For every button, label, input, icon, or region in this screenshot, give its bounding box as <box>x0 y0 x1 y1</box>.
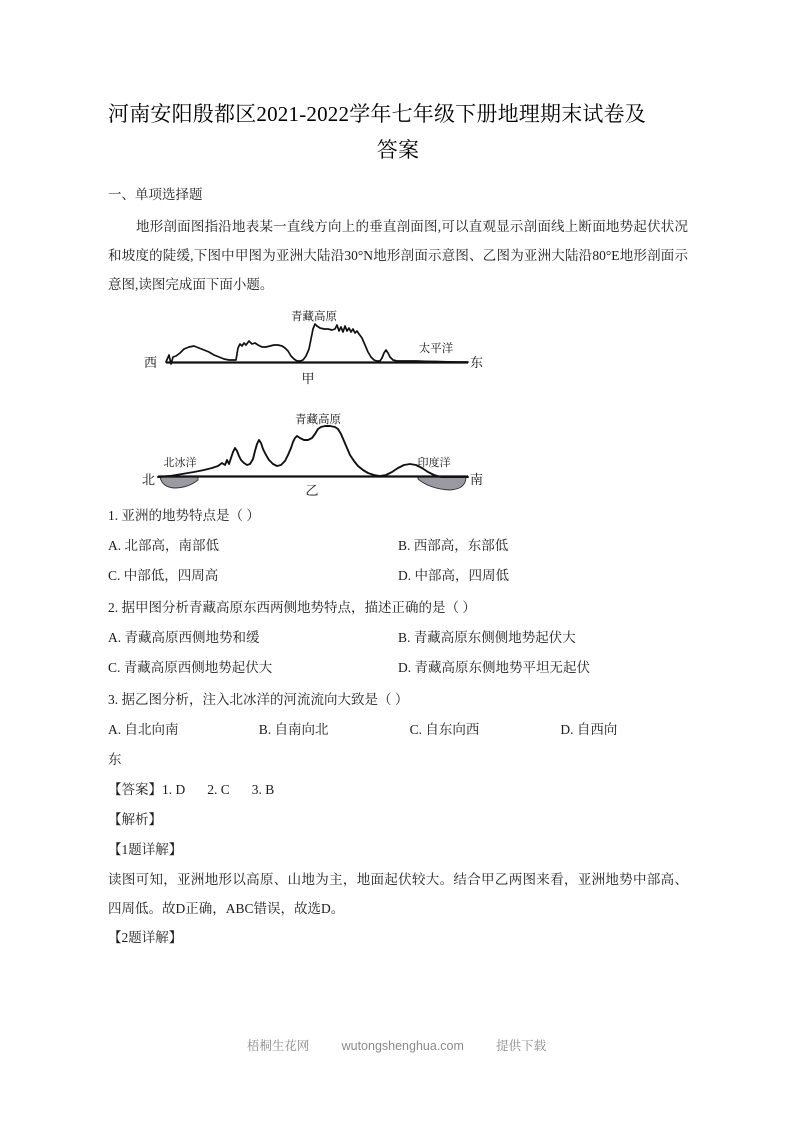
question-1-option-d[interactable] <box>398 561 688 591</box>
answer-1-value: D <box>175 782 186 797</box>
option-text: 自南向北 <box>274 722 329 737</box>
question-3-text: 据乙图分析，注入北冰洋的河流流向大致是（ ） <box>121 692 409 707</box>
figure-yi-arctic-basin <box>160 477 198 488</box>
option-text: 青藏高原西侧地势起伏大 <box>123 660 273 675</box>
section-header: 一、单项选择题 <box>108 187 203 202</box>
footer-watermark <box>0 1036 793 1054</box>
figure-jia-caption: 甲 <box>301 372 315 387</box>
question-3-option-b[interactable] <box>259 715 410 745</box>
footer-url: wutongshenghua.com <box>341 1039 464 1053</box>
question-3-stem <box>108 685 688 715</box>
answer-1-number: 1. <box>162 782 173 797</box>
figure-jia-peak-label: 青藏高原 <box>291 309 337 323</box>
title-line-1: 河南安阳殷都区2021-2022学年七年级下册地理期末试卷及 <box>108 102 646 126</box>
option-key: A. <box>108 538 122 553</box>
question-1-option-a[interactable] <box>108 531 398 561</box>
question-2-stem <box>108 593 688 623</box>
option-key: D. <box>398 660 412 675</box>
footer-site-name: 梧桐生花网 <box>246 1039 310 1053</box>
option-key: D. <box>398 568 412 583</box>
option-key: D. <box>560 722 574 737</box>
option-key: A. <box>108 722 122 737</box>
intro-paragraph: 地形剖面图指沿地表某一直线方向上的垂直剖面图,可以直观显示剖面线上断面地势起伏状况和坡度的陡缓,下图中甲图为亚洲大陆沿30°N地形剖面示意图、乙图为亚洲大陆沿80°E地形剖面示意图,读图完成面下面小题。 <box>108 219 688 292</box>
page-title <box>108 96 688 168</box>
question-2-options-row-1 <box>108 623 688 653</box>
option-text: 北部高，南部低 <box>124 538 219 553</box>
footer-action: 提供下载 <box>496 1039 547 1053</box>
option-text: 中部低，四周高 <box>123 568 219 583</box>
option-key: C. <box>108 568 121 583</box>
answer-3-value: B <box>265 782 275 797</box>
option-key: B. <box>398 538 411 553</box>
answer-2-number: 2. <box>207 782 218 797</box>
option-text: 自西向 <box>576 722 618 737</box>
question-2-option-b[interactable] <box>398 623 688 653</box>
question-1-text: 亚洲的地势特点是（ ） <box>121 508 260 523</box>
figure-jia <box>136 307 496 389</box>
question-2-options-row-2 <box>108 653 688 683</box>
option-text: 青藏高原东侧地势平坦无起伏 <box>414 660 590 675</box>
terrain-profile-yi-svg <box>136 403 496 499</box>
option-text: 自东向西 <box>425 722 480 737</box>
question-3-option-d[interactable] <box>560 715 688 745</box>
option-key: B. <box>258 722 272 737</box>
figure-yi-caption: 乙 <box>305 484 319 499</box>
figure-jia-right-label: 东 <box>470 356 484 371</box>
title-line-2: 答案 <box>376 138 420 162</box>
answer-3-number: 3. <box>251 782 262 797</box>
figure-yi-block <box>108 403 688 499</box>
question-1-options-row-1 <box>108 531 688 561</box>
option-key: B. <box>398 630 411 645</box>
question-1-option-b[interactable] <box>398 531 688 561</box>
figure-yi-right-label: 南 <box>470 473 484 488</box>
page-content <box>108 0 688 953</box>
option-text: 青藏高原东侧侧地势起伏大 <box>413 630 576 645</box>
analysis-entry-2-heading: 【2题详解】 <box>108 930 183 945</box>
question-2-number: 2. <box>108 600 119 615</box>
option-text: 中部高，四周低 <box>414 568 509 583</box>
figure-yi-left-label: 北 <box>142 473 156 488</box>
question-2-option-c[interactable] <box>108 653 398 683</box>
option-key: C. <box>409 722 422 737</box>
question-1-stem <box>108 501 688 531</box>
analysis-entry-1-body: 读图可知，亚洲地形以高原、山地为主，地面起伏较大。结合甲乙两图来看，亚洲地势中部高、四周低。故D正确，ABC错误，故选D。 <box>108 872 688 916</box>
option-text: 自北向南 <box>124 722 179 737</box>
terrain-profile-jia-svg <box>136 307 496 389</box>
option-key: C. <box>108 660 121 675</box>
question-2-option-d[interactable] <box>398 653 688 683</box>
question-1-option-c[interactable] <box>108 561 398 591</box>
figure-yi-terrain-curve <box>158 426 468 477</box>
question-3-options-row <box>108 715 688 745</box>
figure-jia-block <box>108 307 688 389</box>
figure-yi-left-ocean-label: 北冰洋 <box>163 456 197 469</box>
question-3-number: 3. <box>108 692 119 707</box>
figure-yi-right-ocean-label: 印度洋 <box>417 456 451 469</box>
question-1-number: 1. <box>108 508 119 523</box>
option-key: A. <box>108 630 122 645</box>
question-3-option-c[interactable] <box>410 715 561 745</box>
figure-yi-indian-basin <box>418 477 466 490</box>
answer-label: 【答案】 <box>108 782 162 797</box>
question-3-option-a[interactable] <box>108 715 259 745</box>
option-text: 青藏高原西侧地势和缓 <box>124 630 260 645</box>
figure-jia-ocean-label: 太平洋 <box>418 341 454 355</box>
analysis-label: 【解析】 <box>108 812 162 827</box>
question-1-options-row-2 <box>108 561 688 591</box>
question-3-option-d-wrap: 东 <box>108 752 122 767</box>
analysis-entry-1-heading: 【1题详解】 <box>108 842 183 857</box>
option-text: 西部高，东部低 <box>413 538 509 553</box>
answer-block <box>108 775 688 805</box>
question-2-text: 据甲图分析青藏高原东西两侧地势特点，描述正确的是（ ） <box>121 600 476 615</box>
question-2-option-a[interactable] <box>108 623 398 653</box>
answer-2-value: C <box>220 782 230 797</box>
figure-yi-peak-label: 青藏高原 <box>295 412 341 426</box>
figure-yi <box>136 403 496 499</box>
figure-jia-left-label: 西 <box>144 356 158 371</box>
